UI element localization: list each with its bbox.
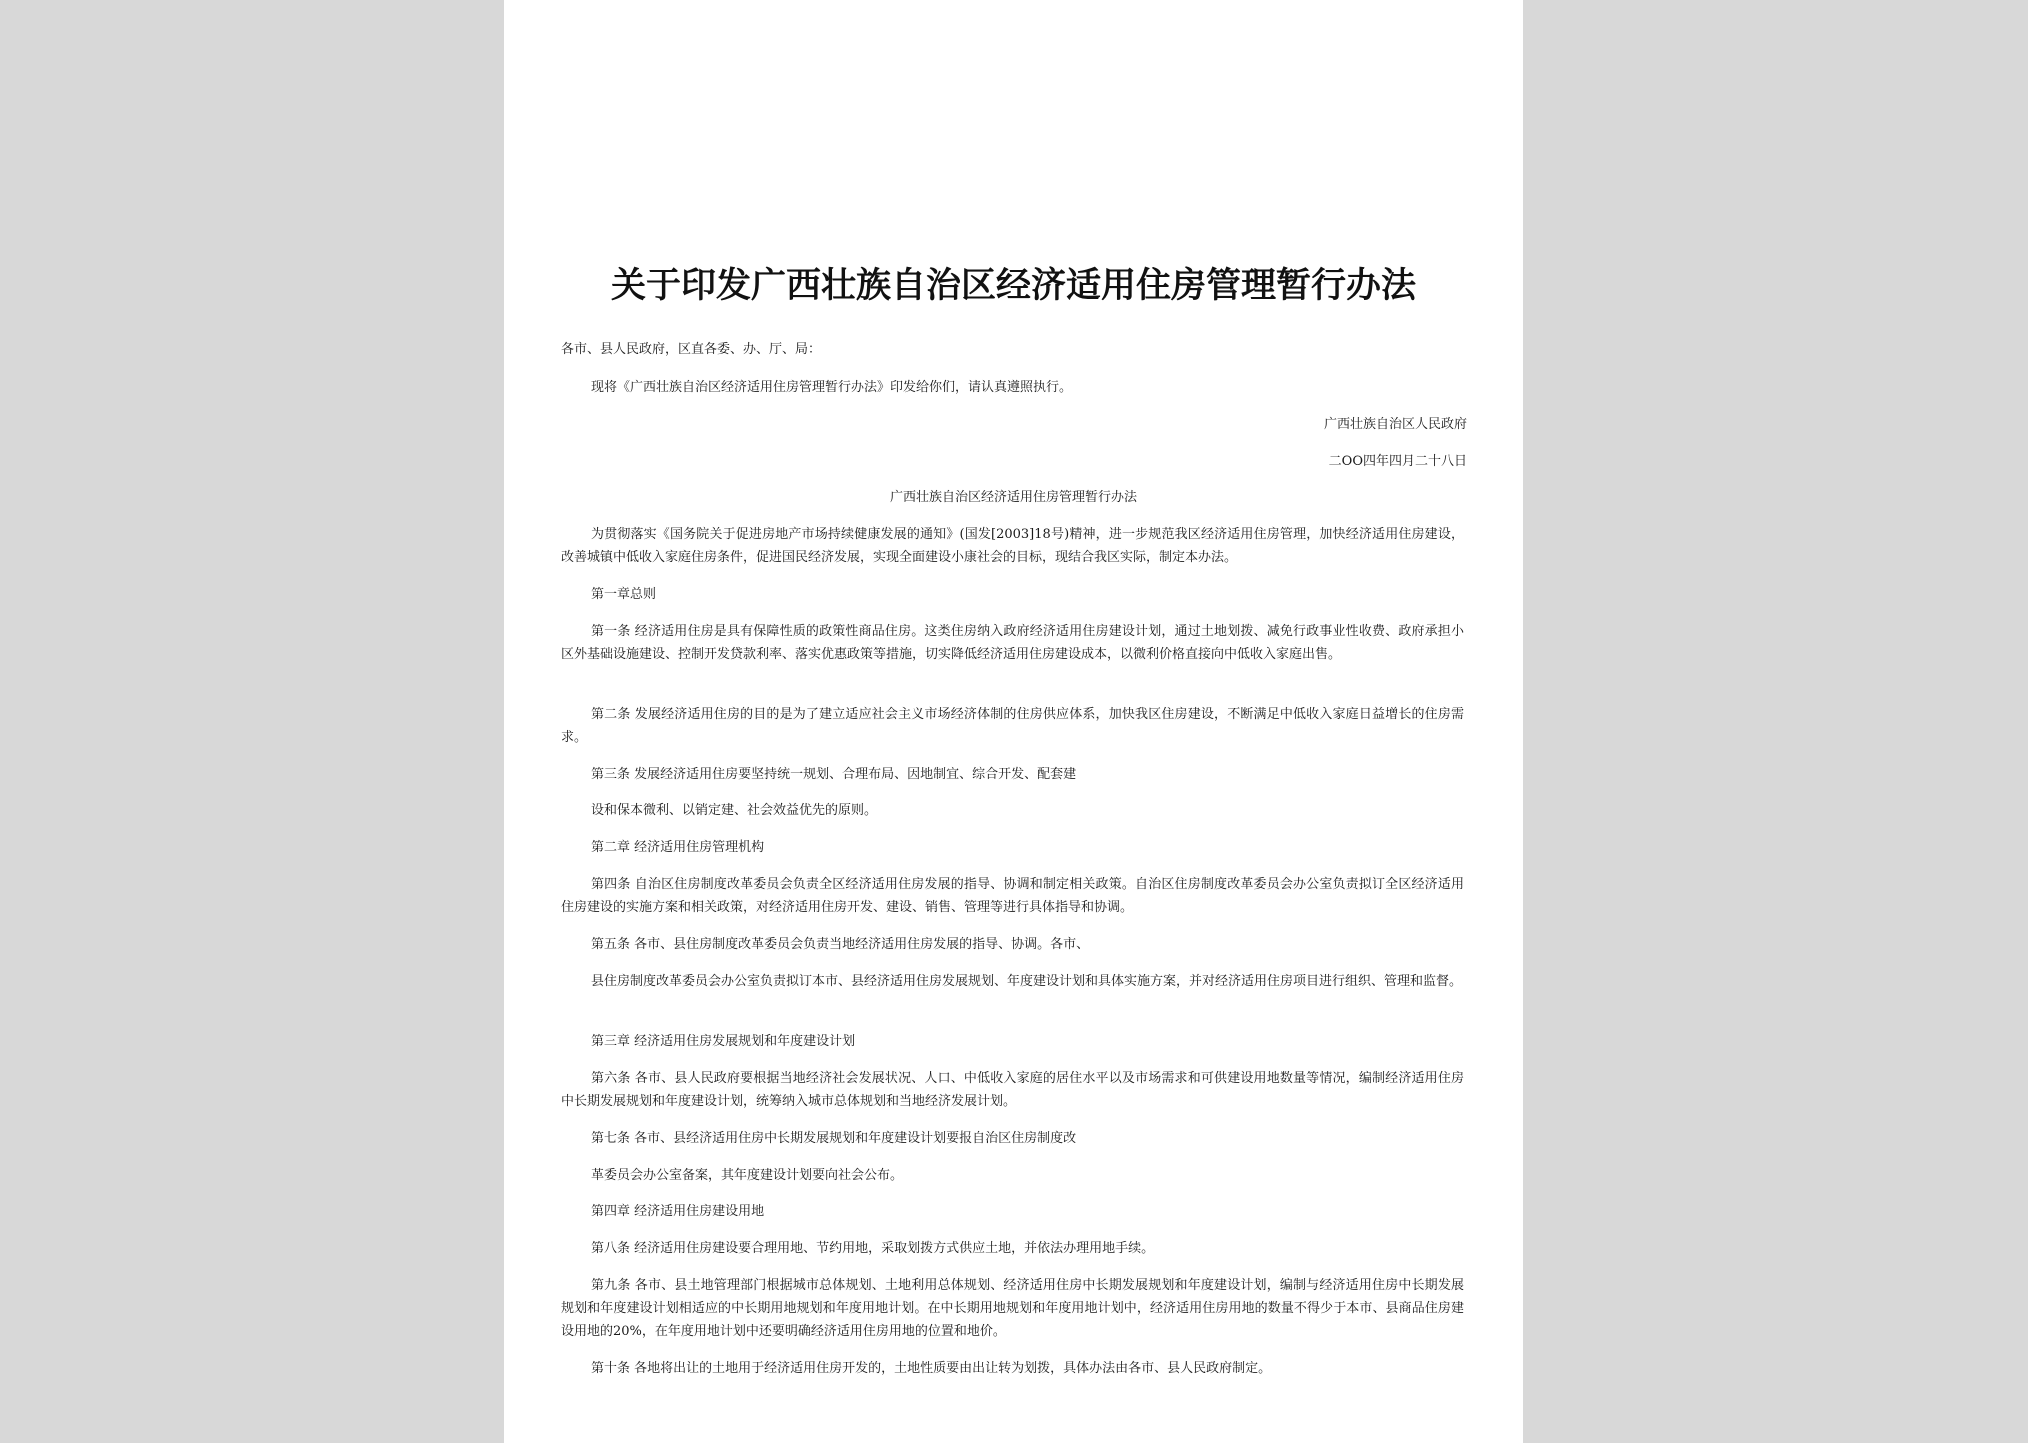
- chapter-2-heading: 第二章 经济适用住房管理机构: [591, 840, 765, 855]
- document-subtitle: 广西壮族自治区经济适用住房管理暂行办法: [889, 490, 1137, 505]
- article-3-line-2: 设和保本微利、以销定建、社会效益优先的原则。: [591, 803, 878, 818]
- intro-paragraph: 现将《广西壮族自治区经济适用住房管理暂行办法》印发给你们，请认真遵照执行。: [591, 380, 1073, 395]
- preamble-paragraph: 为贯彻落实《国务院关于促进房地产市场持续健康发展的通知》(国发[2003]18号)精神，进一步规范我区经济适用住房管理，加快经济适用住房建设，改善城镇中低收入家庭住房条件，促进国民经济发展，实现全面建设小康社会的目标，现结合我区实际，制定本办法。: [561, 527, 1464, 565]
- article-8: 第八条 经济适用住房建设要合理用地、节约用地，采取划拨方式供应土地，并依法办理用地手续。: [591, 1241, 1155, 1256]
- issue-date: 二OO四年四月二十八日: [1328, 454, 1467, 469]
- document-page: [504, 0, 1523, 1443]
- chapter-4-heading: 第四章 经济适用住房建设用地: [591, 1204, 765, 1219]
- article-1: 第一条 经济适用住房是具有保障性质的政策性商品住房。这类住房纳入政府经济适用住房建设计划，通过土地划拨、减免行政事业性收费、政府承担小区外基础设施建设、控制开发贷款利率、落实优惠政策等措施，切实降低经济适用住房建设成本，以微利价格直接向中低收入家庭出售。: [561, 624, 1464, 662]
- salutation: 各市、县人民政府，区直各委、办、厅、局：: [561, 342, 822, 357]
- article-9: 第九条 各市、县土地管理部门根据城市总体规划、土地利用总体规划、经济适用住房中长期发展规划和年度建设计划，编制与经济适用住房中长期发展规划和年度建设计划相适应的中长期用地规划和年度用地计划。在中长期用地规划和年度用地计划中，经济适用住房用地的数量不得少于本市、县商品住房建设用地的20%，在年度用地计划中还要明确经济适用住房用地的位置和地价。: [561, 1278, 1464, 1339]
- issuer: 广西壮族自治区人民政府: [1323, 417, 1467, 432]
- article-7-line-1: 第七条 各市、县经济适用住房中长期发展规划和年度建设计划要报自治区住房制度改: [591, 1131, 1077, 1146]
- article-6: 第六条 各市、县人民政府要根据当地经济社会发展状况、人口、中低收入家庭的居住水平以及市场需求和可供建设用地数量等情况，编制经济适用住房中长期发展规划和年度建设计划，统筹纳入城市总体规划和当地经济发展计划。: [561, 1071, 1464, 1109]
- chapter-3-heading: 第三章 经济适用住房发展规划和年度建设计划: [591, 1034, 856, 1049]
- article-2: 第二条 发展经济适用住房的目的是为了建立适应社会主义市场经济体制的住房供应体系，加快我区住房建设，不断满足中低收入家庭日益增长的住房需求。: [561, 707, 1464, 745]
- document-title: 关于印发广西壮族自治区经济适用住房管理暂行办法: [610, 265, 1416, 306]
- article-10: 第十条 各地将出让的土地用于经济适用住房开发的，土地性质要由出让转为划拨，具体办法由各市、县人民政府制定。: [591, 1361, 1272, 1376]
- article-5-line-2: 县住房制度改革委员会办公室负责拟订本市、县经济适用住房发展规划、年度建设计划和具体实施方案，并对经济适用住房项目进行组织、管理和监督。: [591, 974, 1463, 989]
- chapter-1-heading: 第一章总则: [591, 587, 657, 602]
- article-4: 第四条 自治区住房制度改革委员会负责全区经济适用住房发展的指导、协调和制定相关政策。自治区住房制度改革委员会办公室负责拟订全区经济适用住房建设的实施方案和相关政策，对经济适用住房开发、建设、销售、管理等进行具体指导和协调。: [561, 877, 1464, 915]
- article-5-line-1: 第五条 各市、县住房制度改革委员会负责当地经济适用住房发展的指导、协调。各市、: [591, 937, 1090, 952]
- article-3-line-1: 第三条 发展经济适用住房要坚持统一规划、合理布局、因地制宜、综合开发、配套建: [591, 767, 1077, 782]
- article-7-line-2: 革委员会办公室备案，其年度建设计划要向社会公布。: [591, 1168, 904, 1183]
